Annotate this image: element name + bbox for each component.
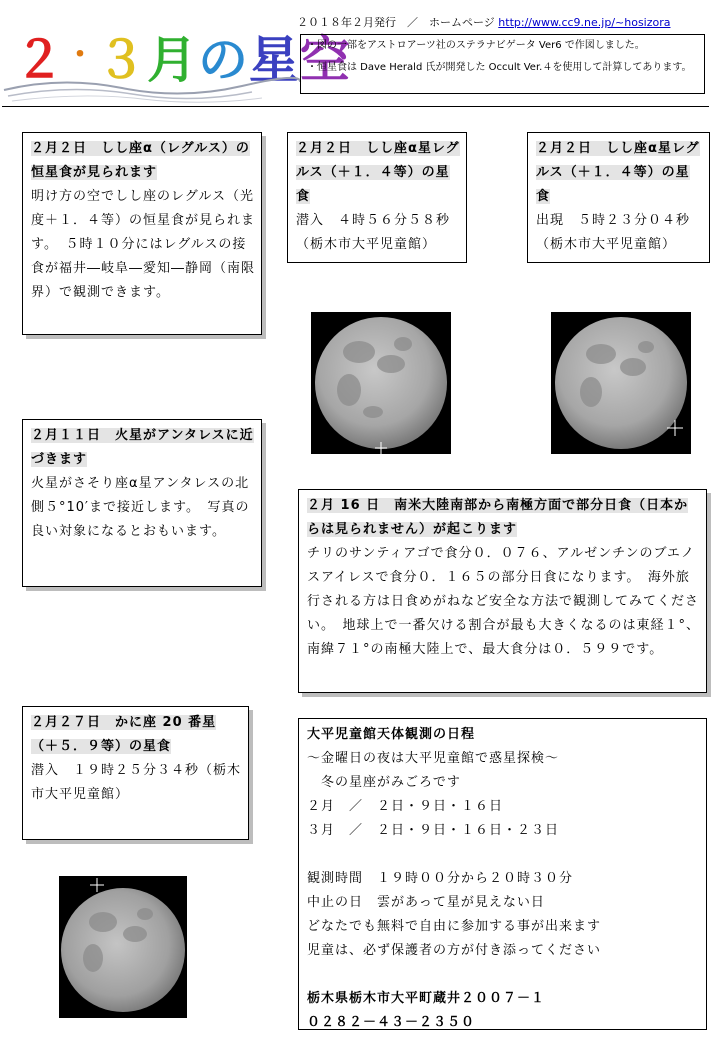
note-item: ・図の一部をアストロアーツ社のステラナビゲータ Ver6 で作図しました。 xyxy=(307,40,645,51)
notes-box xyxy=(300,31,705,94)
regulus-occultation-article xyxy=(22,132,262,335)
observation-hours: 観測時間 １９時００分から２０時３０分 xyxy=(307,871,574,886)
immersion-time: 潜入 ４時５６分５８秒 xyxy=(296,213,451,228)
observation-schedule-box xyxy=(298,718,707,1030)
title-char: 月 xyxy=(147,31,198,89)
moon-cancer-occultation-image xyxy=(59,876,187,1018)
article-heading: ２月２日 しし座α星レグルス（＋１．４等）の星食 xyxy=(536,141,700,204)
title-char: ３ xyxy=(96,31,147,89)
schedule-line: ～金曜日の夜は大平児童館で惑星探検～ xyxy=(307,751,560,766)
title-swoosh-decoration xyxy=(2,70,302,104)
article-body: 火星がさそり座α星アンタレスの北側５°10′まで接近します。 写真の良い対象になるとおもいます。 xyxy=(31,476,250,539)
emersion-time: 出現 ５時２３分０４秒 xyxy=(536,213,691,228)
address: 栃木県栃木市大平町蔵井２００７－１ xyxy=(307,991,546,1006)
schedule-heading: 大平児童館天体観測の日程 xyxy=(307,727,476,742)
note-item: ・恒星食は Dave Herald 氏が開発した Occult Ver.４を使用して計算してあります。 xyxy=(307,62,692,73)
issue-date: ２０１８年２月発行 ／ ホームページ xyxy=(297,16,495,29)
article-heading: ２月１１日 火星がアンタレスに近づきます xyxy=(31,428,254,467)
article-heading: ２月２７日 かに座 20 番星（＋５．９等）の星食 xyxy=(31,715,217,754)
observation-location: （栃木市大平児童館） xyxy=(536,237,677,252)
regulus-emersion-box xyxy=(527,132,710,263)
schedule-march: ３月 ／ ２日・９日・１６日・２３日 xyxy=(307,823,560,838)
free-participation: どなたでも無料で自由に参加する事が出来ます xyxy=(307,919,602,934)
article-heading: ２月２日 しし座α星レグルス（＋１．４等）の星食 xyxy=(296,141,460,204)
guardian-notice: 児童は、必ず保護者の方が付き添ってください xyxy=(307,943,602,958)
article-body: 潜入 １９時２５分３４秒（栃木市大平児童館） xyxy=(31,763,242,802)
moon-immersion-image xyxy=(311,312,451,454)
schedule-line: 冬の星座がみごろです xyxy=(307,775,461,790)
article-body: 明け方の空でしし座のレグルス（光度＋１．４等）の恒星食が見られます。 ５時１０分にはレグルスの接食が福井―岐阜―愛知―静岡（南限界）で観測できます。 xyxy=(31,189,256,300)
schedule-spacer xyxy=(307,963,700,987)
solar-eclipse-article xyxy=(298,489,707,693)
regulus-immersion-box xyxy=(287,132,467,263)
title-char: の xyxy=(198,31,249,89)
article-heading: ２月 16 日 南米大陸南部から南極方面で部分日食（日本からは見られません）が起こります xyxy=(307,498,689,537)
cancellation-condition: 中止の日 雲があって星が見えない日 xyxy=(307,895,545,910)
homepage-link[interactable]: http://www.cc9.ne.jp/~hosizora xyxy=(498,16,671,29)
article-body: チリのサンティアゴで食分０．０７６、アルゼンチンのブエノスアイレスで食分０．１６５の部分日食になります。 海外旅行される方は日食めがねなど安全な方法で観測してみてください。 地球上で一番欠ける割合が最も大きくなるのは東経１°、南緯７１°の南極大陸上で、最大食分は０．５９９です。 xyxy=(307,546,701,657)
title-char: ・ xyxy=(65,38,96,73)
title-char: ２ xyxy=(14,31,65,89)
schedule-spacer xyxy=(307,843,700,867)
schedule-february: ２月 ／ ２日・９日・１６日 xyxy=(307,799,504,814)
title-char: 星 xyxy=(249,31,300,89)
moon-emersion-image xyxy=(551,312,691,454)
observation-location: （栃木市大平児童館） xyxy=(296,237,437,252)
issue-header xyxy=(297,16,671,30)
title-char: 空 xyxy=(300,31,351,89)
header-divider xyxy=(2,106,709,107)
article-heading: ２月２日 しし座α（レグルス）の恒星食が見られます xyxy=(31,141,250,180)
phone-number: ０２８２－４３－２３５０ xyxy=(307,1015,476,1030)
cancer-star-occultation-article xyxy=(22,706,249,840)
mars-antares-article xyxy=(22,419,262,587)
